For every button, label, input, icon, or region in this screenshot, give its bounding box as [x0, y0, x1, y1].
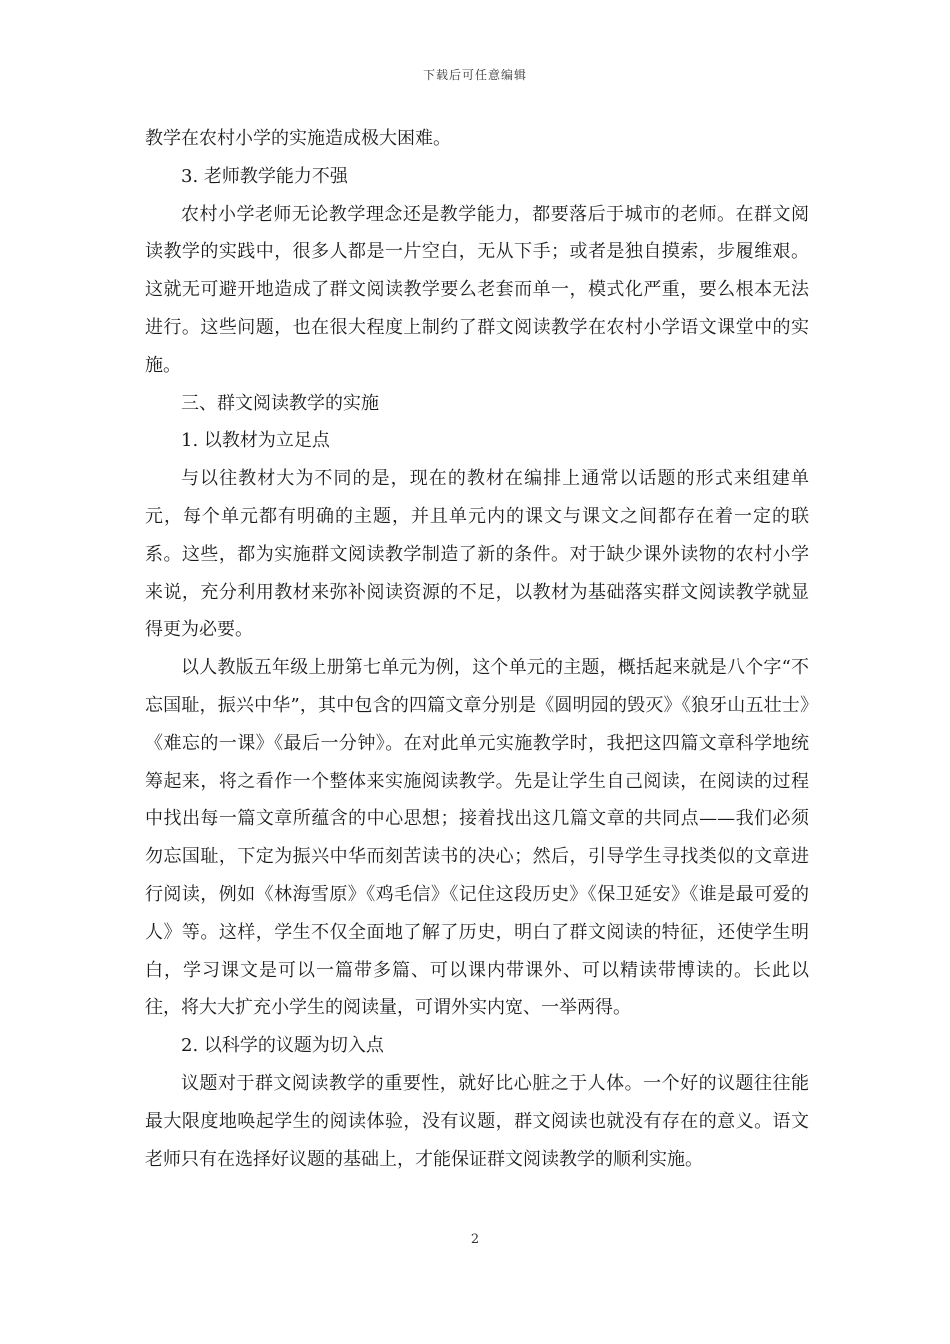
paragraph-continuation: 教学在农村小学的实施造成极大困难。	[145, 128, 451, 149]
paragraph-example-unit: 以人教版五年级上册第七单元为例，这个单元的主题，概括起来就是八个字“不忘国耻，振兴中华”，其中包含的四篇文章分别是《圆明园的毁灭》《狼牙山五壮士》《难忘的一课》《最后一分钟》。在对此单元实施教学时，我把这四篇文章科学地统筹起来，将之看作一个整体来实施阅读教学。先是让学生自己阅读，在阅读的过程中找出每一篇文章所蕴含的中心思想；接着找出这几篇文章的共同点——我们必须勿忘国耻，下定为振兴中华而刻苦读书的决心；然后，引导学生寻找类似的文章进行阅读，例如《林海雪原》《鸡毛信》《记住这段历史》《保卫延安》《谁是最可爱的人》等。这样，学生不仅全面地了解了历史，明白了群文阅读的特征，还使学生明白，学习课文是可以一篇带多篇、可以课内带课外、可以精读带博读的。长此以往，将大大扩充小学生的阅读量，可谓外实内宽、一举两得。	[145, 657, 809, 1019]
subheading-teacher-ability: 3. 老师教学能力不强	[181, 165, 348, 187]
document-body	[145, 120, 809, 1178]
paragraph-teacher-ability: 农村小学老师无论教学理念还是教学能力，都要落后于城市的老师。在群文阅读教学的实践中，很多人都是一片空白，无从下手；或者是独自摸索，步履维艰。这就无可避开地造成了群文阅读教学要么老套而单一，模式化严重，要么根本无法进行。这些问题，也在很大程度上制约了群文阅读教学在农村小学语文课堂中的实施。	[145, 203, 809, 376]
page-header: 下载后可任意编辑	[422, 68, 527, 82]
subheading-textbook: 1. 以教材为立足点	[181, 430, 330, 452]
page-number: 2	[470, 1232, 480, 1247]
section-heading-implementation: 三、群文阅读教学的实施	[181, 392, 379, 414]
paragraph-topic: 议题对于群文阅读教学的重要性，就好比心脏之于人体。一个好的议题往往能最大限度地唤起学生的阅读体验，没有议题，群文阅读也就没有存在的意义。语文老师只有在选择好议题的基础上，才能保证群文阅读教学的顺利实施。	[145, 1072, 809, 1170]
subheading-topic: 2. 以科学的议题为切入点	[181, 1035, 384, 1057]
paragraph-textbook: 与以往教材大为不同的是，现在的教材在编排上通常以话题的形式来组建单元，每个单元都有明确的主题，并且单元内的课文与课文之间都存在着一定的联系。这些，都为实施群文阅读教学制造了新的条件。对于缺少课外读物的农村小学来说，充分利用教材来弥补阅读资源的不足，以教材为基础落实群文阅读教学就显得更为必要。	[145, 468, 809, 641]
